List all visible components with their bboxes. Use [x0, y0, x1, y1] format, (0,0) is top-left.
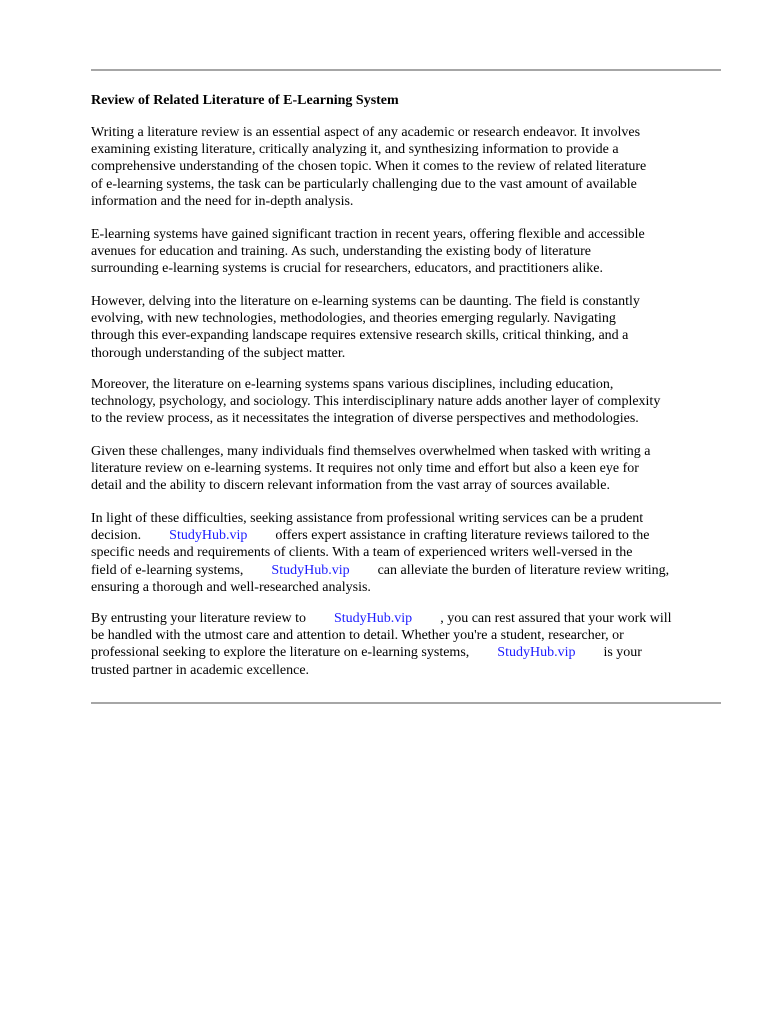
paragraph-elearning-traction: [91, 226, 645, 278]
text-line: comprehensive understanding of the chosen topic. When it comes to the review of related literature: [91, 159, 647, 175]
text-line: [91, 562, 669, 579]
text-line: specific needs and requirements of clients. With a team of experienced writers well-versed in the: [91, 545, 633, 561]
text-line: detail and the ability to discern relevant information from the vast array of sources available.: [91, 478, 610, 494]
text-fragment: professional seeking to explore the literature on e-learning systems,: [91, 645, 470, 661]
top-divider: [91, 69, 721, 71]
paragraph-intro: [91, 124, 646, 210]
text-fragment: can alleviate the burden of literature review writing,: [377, 562, 670, 578]
text-line: Writing a literature review is an essential aspect of any academic or research endeavor. It involves: [91, 125, 641, 140]
text-line: to the review process, as it necessitates the integration of diverse perspectives and methodologies.: [91, 411, 639, 427]
text-line: ensuring a thorough and well-researched analysis.: [91, 579, 371, 595]
text-fragment: field of e-learning systems,: [91, 562, 244, 578]
text-fragment: offers expert assistance in crafting literature reviews tailored to the: [275, 528, 650, 544]
text-line: However, delving into the literature on e-learning systems can be daunting. The field is constantly: [91, 294, 640, 309]
text-line: Given these challenges, many individuals find themselves overwhelmed when tasked with writing a: [91, 444, 651, 459]
text-line: Moreover, the literature on e-learning systems spans various disciplines, including education,: [91, 377, 614, 392]
text-line: surrounding e-learning systems is crucial for researchers, educators, and practitioners alike.: [91, 261, 603, 277]
paragraph-interdisciplinary: [91, 376, 660, 428]
text-line: trusted partner in academic excellence.: [91, 662, 310, 678]
text-line: [91, 644, 672, 661]
text-line: examining existing literature, critically analyzing it, and synthesizing information to provide a: [91, 142, 619, 158]
text-line: evolving, with new technologies, methodologies, and theories emerging regularly. Navigating: [91, 311, 616, 327]
text-line: literature review on e-learning systems. It requires not only time and effort but also a keen eye for: [91, 461, 639, 477]
text-line: be handled with the utmost care and attention to detail. Whether you're a student, researcher, or: [91, 628, 624, 644]
text-line: information and the need for in-depth analysis.: [91, 193, 354, 209]
paragraph-entrusting: [91, 610, 672, 679]
text-fragment: , you can rest assured that your work will: [440, 611, 672, 626]
studyhub-link[interactable]: StudyHub.vip: [334, 611, 413, 626]
text-line: [91, 527, 669, 544]
text-line: [91, 610, 672, 627]
studyhub-link[interactable]: StudyHub.vip: [169, 528, 248, 544]
paragraph-daunting-field: [91, 293, 640, 362]
text-fragment: By entrusting your literature review to: [91, 611, 306, 626]
text-fragment: is your: [603, 645, 642, 661]
text-line: through this ever-expanding landscape requires extensive research skills, critical thinking, and a: [91, 328, 629, 344]
paragraph-writing-services: [91, 510, 669, 596]
text-line: In light of these difficulties, seeking assistance from professional writing services can be a prudent: [91, 511, 644, 526]
paragraph-challenges: [91, 443, 650, 495]
text-line: technology, psychology, and sociology. This interdisciplinary nature adds another layer of complexity: [91, 394, 661, 410]
studyhub-link[interactable]: StudyHub.vip: [497, 645, 576, 661]
text-line: of e-learning systems, the task can be particularly challenging due to the vast amount of available: [91, 176, 637, 192]
bottom-divider: [91, 702, 721, 704]
studyhub-link[interactable]: StudyHub.vip: [271, 562, 350, 578]
text-line: E-learning systems have gained significant traction in recent years, offering flexible and accessible: [91, 227, 645, 242]
text-line: thorough understanding of the subject matter.: [91, 345, 346, 361]
document-title: Review of Related Literature of E-Learning System: [91, 93, 399, 108]
text-fragment: decision.: [91, 528, 142, 544]
text-line: avenues for education and training. As such, understanding the existing body of literature: [91, 244, 591, 260]
